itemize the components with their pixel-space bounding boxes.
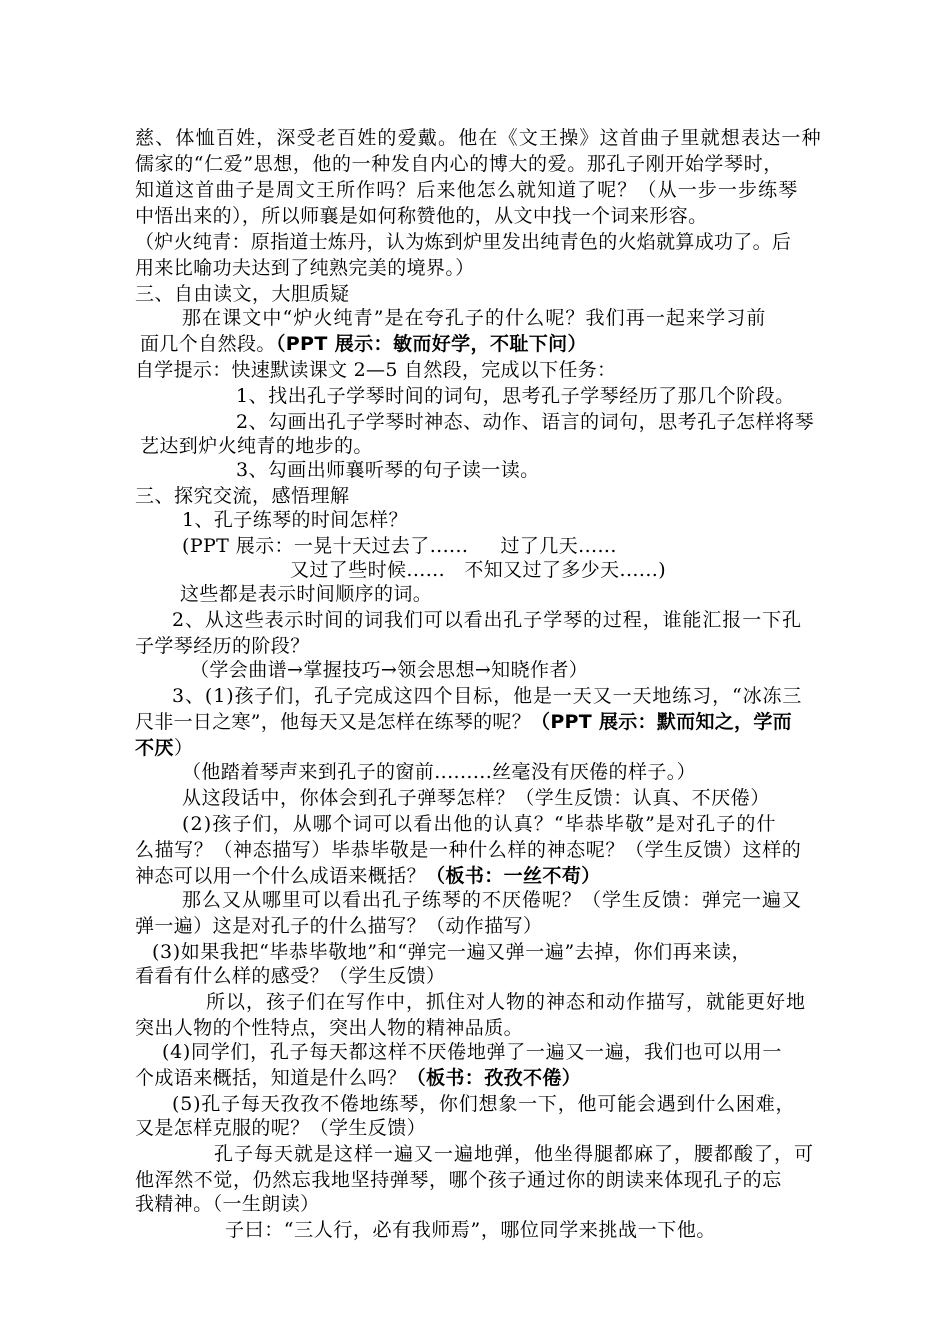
text-line: 2、从这些表示时间的词我们可以看出孔子学琴的过程，谁能汇报一下孔 [172, 609, 802, 631]
text-line: 慈、体恤百姓，深受老百姓的爱戴。他在《文王操》这首曲子里就想表达一种 [135, 127, 822, 149]
list-item: 1、找出孔子学琴时间的词句，思考孔子学琴经历了那几个阶段。 [236, 385, 795, 407]
text-line: 知道这首曲子是周文王所作吗？后来他怎么就知道了呢？（从一步一步练琴 [135, 179, 799, 201]
ppt-display-note: （PPT 展示：敏而好学，不耻下问） [275, 333, 587, 355]
text-line: 他浑然不觉，仍然忘我地坚持弹琴，哪个孩子通过你的朗读来体现孔子的忘 [135, 1169, 782, 1191]
text-line: 看看有什么样的感受？（学生反馈） [135, 965, 446, 987]
text-line: 子学琴经历的阶段？ [135, 635, 310, 657]
text-line: (2)孩子们，从哪个词可以看出他的认真？“毕恭毕敬”是对孔子的什 [182, 813, 777, 835]
text-line: (5)孔子每天孜孜不倦地练琴，你们想象一下，他可能会遇到什么困难， [172, 1093, 796, 1115]
text-line: 中悟出来的），所以师襄是如何称赞他的，从文中找一个词来形容。 [135, 205, 708, 227]
list-item: 2、勾画出孔子学琴时神态、动作、语言的词句，思考孔子怎样将琴 [236, 411, 815, 433]
text-line: 个成语来概括，知道是什么吗？（板书：孜孜不倦） [135, 1067, 582, 1089]
text-line: 突出人物的个性特点，突出人物的精神品质。 [135, 1017, 524, 1039]
text-line: 面几个自然段。（PPT 展示：敏而好学，不耻下问） [140, 333, 587, 355]
text-line: 子曰：“三人行，必有我师焉”，哪位同学来挑战一下他。 [225, 1219, 717, 1241]
list-item: 3、勾画出师襄听琴的句子读一读。 [236, 459, 540, 481]
text-line: 儒家的“仁爱”思想，他的一种发自内心的博大的爱。那孔子刚开始学琴时， [135, 153, 783, 175]
text-line: (3)如果我把“毕恭毕敬地”和“弹完一遍又弹一遍”去掉，你们再来读， [152, 941, 752, 963]
section-heading: 三、探究交流，感悟理解 [135, 485, 350, 507]
text-line: 从这段话中，你体会到孔子弹琴怎样？（学生反馈：认真、不厌倦） [182, 787, 771, 809]
text-line: 所以，孩子们在写作中，抓住对人物的神态和动作描写，就能更好地 [206, 991, 807, 1013]
text-line: 不厌） [135, 737, 194, 759]
text-line: 尺非一日之寒”，他每天又是怎样在练琴的呢？（PPT 展示：默而知之，学而 [135, 711, 792, 733]
text-line: 我精神。（一生朗读） [135, 1193, 320, 1215]
text-line: 又过了些时候...... 不知又过了多少天......) [290, 559, 667, 581]
text-line: 用来比喻功夫达到了纯熟完美的境界。） [135, 257, 475, 279]
text-line: 弹一遍）这是对孔子的什么描写？（动作描写） [135, 915, 543, 937]
text-line: 那在课文中“炉火纯青”是在夸孔子的什么呢？我们再一起来学习前 [182, 307, 767, 329]
text-line: 3、(1)孩子们，孔子完成这四个目标，他是一天又一天地练习，“冰冻三 [172, 685, 803, 707]
text-line: 么描写？（神态描写）毕恭毕敬是一种什么样的神态呢？（学生反馈）这样的 [135, 839, 802, 861]
blackboard-note: （板书：一丝不苟） [426, 865, 601, 887]
text-line: 神态可以用一个什么成语来概括？（板书：一丝不苟） [135, 865, 601, 887]
text-line: 1、孔子练琴的时间怎样？ [182, 509, 408, 531]
ppt-display-note: （PPT 展示：默而知之，学而 [531, 711, 792, 733]
text-line: 那么又从哪里可以看出孔子练琴的不厌倦呢？（学生反馈：弹完一遍又 [182, 889, 803, 911]
text-line: (4)同学们，孔子每天都这样不厌倦地弹了一遍又一遍，我们也可以用一 [162, 1041, 783, 1063]
section-heading: 三、自由读文，大胆质疑 [135, 283, 350, 305]
text-line: 自学提示：快速默读课文 2—5 自然段，完成以下任务： [135, 359, 617, 381]
text-line: 孔子每天就是这样一遍又一遍地弹，他坐得腿都麻了，腰都酸了，可 [214, 1143, 815, 1165]
text-line: 艺达到炉火纯青的地步的。 [140, 435, 373, 457]
text-line: 这些都是表示时间顺序的词。 [180, 583, 433, 605]
text-line: （学会曲谱→掌握技巧→领会思想→知晓作者） [190, 659, 589, 681]
blackboard-note: （板书：孜孜不倦） [406, 1067, 582, 1089]
text-line: 又是怎样克服的呢？（学生反馈） [135, 1117, 427, 1139]
text-line: （炉火纯青：原指道士炼丹，认为炼到炉里发出纯青色的火焰就算成功了。后 [135, 231, 792, 253]
text-line: (PPT 展示：一晃十天过去了...... 过了几天...... [182, 535, 617, 557]
text-line: （他踏着琴声来到孔子的窗前.........丝毫没有厌倦的样子。） [182, 761, 697, 783]
